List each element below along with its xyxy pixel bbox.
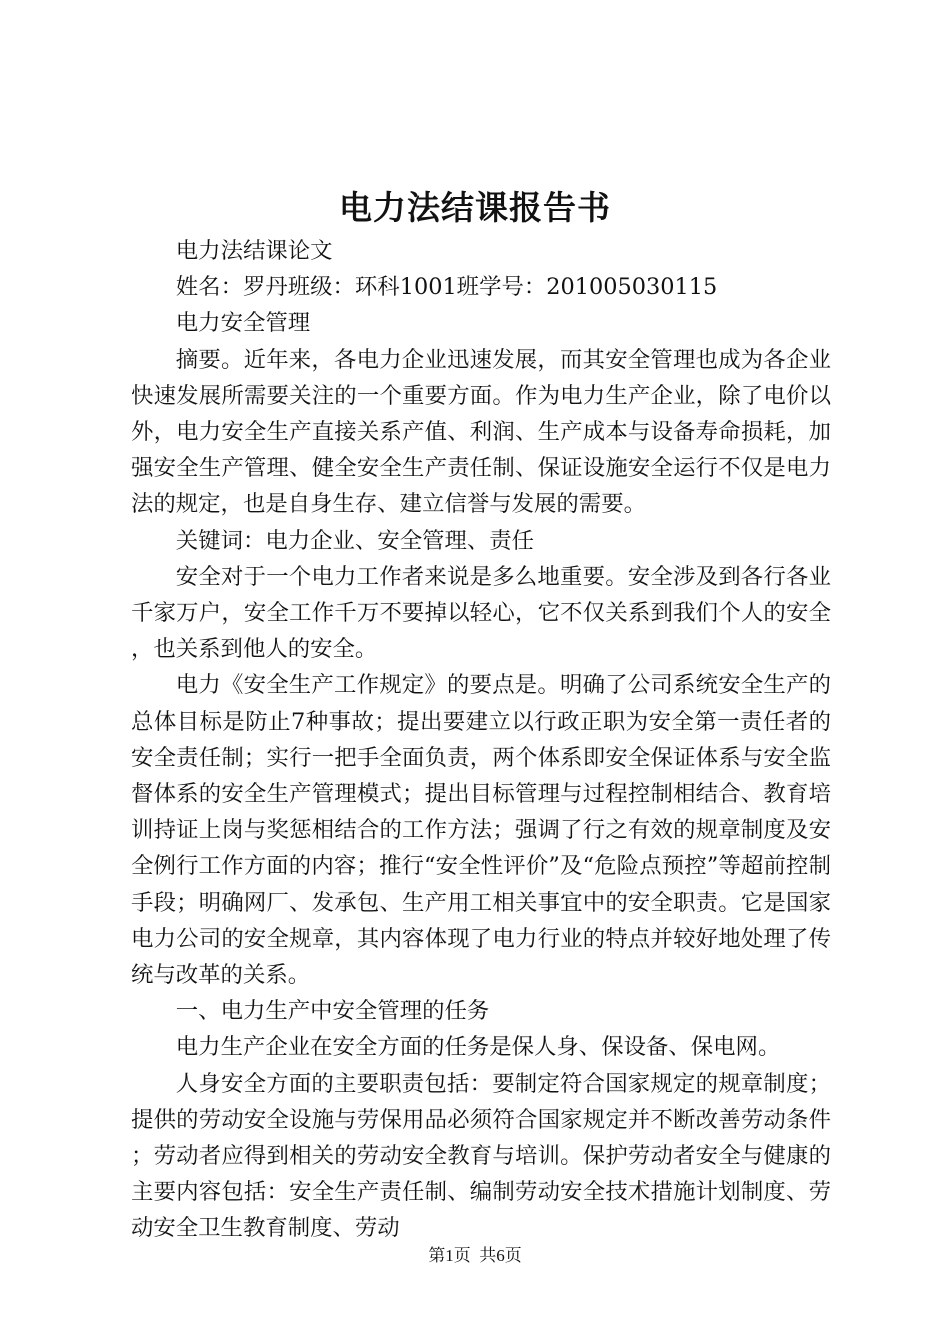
paragraph-body: 安全对于一个电力工作者来说是多么地重要。安全涉及到各行各业千家万户，安全工作千万不要掉以轻心，它不仅关系到我们个人的安全，也关系到他人的安全。 [131, 563, 831, 663]
document-title: 电力法结课报告书 [339, 188, 611, 227]
page-number: 第1页 [428, 1246, 471, 1265]
paragraph-keywords: 关键词：电力企业、安全管理、责任 [175, 527, 535, 554]
section-heading: 一、电力生产中安全管理的任务 [175, 998, 490, 1025]
paragraph-subtitle: 电力法结课论文 [175, 238, 333, 264]
paragraph-abstract: 摘要。近年来，各电力企业迅速发展，而其安全管理也成为各企业快速发展所需要关注的一个重要方面。作为电力生产企业，除了电价以外，电力安全生产直接关系产值、利润、生产成本与设备寿命损耗，加强安全生产管理、健全安全生产责任制、保证设施安全运行不仅是电力法的规定，也是自身生存、建立信誉与发展的需要。 [131, 346, 831, 518]
paragraph-topic: 电力安全管理 [175, 310, 311, 337]
page-footer [0, 1244, 950, 1268]
paragraph-body: 电力生产企业在安全方面的任务是保人身、保设备、保电网。 [175, 1034, 781, 1061]
footer-spacer [471, 1246, 480, 1265]
paragraph-author-info: 姓名：罗丹班级：环科1001班学号：201005030115 [175, 274, 718, 301]
paragraph-body: 电力《安全生产工作规定》的要点是。明确了公司系统安全生产的总体目标是防止7种事故；提出要建立以行政正职为安全第一责任者的安全责任制；实行一把手全面负责，两个体系即安全保证体系与安全监督体系的安全生产管理模式；提出目标管理与过程控制相结合、教育培训持证上岗与奖惩相结合的工作方法；强调了行之有效的规章制度及安全例行工作方面的内容；推行“安全性评价”及“危险点预控”等超前控制手段；明确网厂、发承包、生产用工相关事宜中的安全职责。它是国家电力公司的安全规章，其内容体现了电力行业的特点并较好地处理了传统与改革的关系。 [131, 672, 831, 989]
page-total: 共6页 [479, 1246, 522, 1265]
paragraph-body: 人身安全方面的主要职责包括：要制定符合国家规定的规章制度；提供的劳动安全设施与劳保用品必须符合国家规定并不断改善劳动条件；劳动者应得到相关的劳动安全教育与培训。保护劳动者安全与健康的主要内容包括：安全生产责任制、编制劳动安全技术措施计划制度、劳动安全卫生教育制度、劳动 [131, 1070, 831, 1242]
document-body [131, 233, 831, 1247]
